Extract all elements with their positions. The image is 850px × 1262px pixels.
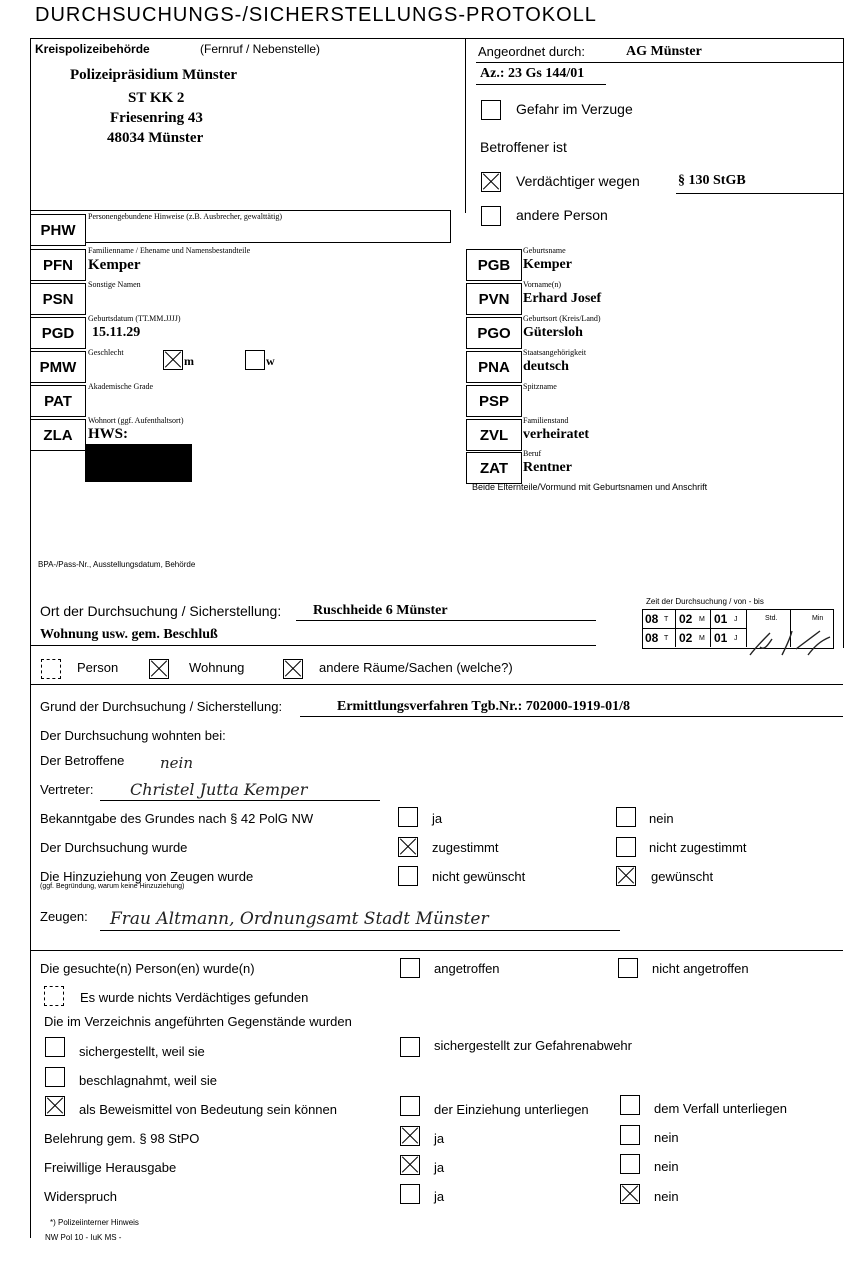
- betroffener-label: Betroffener ist: [480, 139, 567, 155]
- person-checkbox[interactable]: [41, 659, 61, 679]
- pvn-hint: Vorname(n): [523, 280, 562, 289]
- zla-hint: Wohnort (ggf. Aufenthaltsort): [88, 416, 184, 425]
- authority-line-4: 48034 Münster: [107, 130, 204, 146]
- andere-raeume-checkbox[interactable]: [283, 659, 303, 679]
- time-to-m: 02: [679, 631, 693, 645]
- footer-form: NW Pol 10 - IuK MS -: [45, 1233, 122, 1242]
- nicht-angetroffen-checkbox[interactable]: [618, 958, 638, 978]
- pfn-hint: Familienname / Ehename und Namensbestandteile: [88, 246, 251, 255]
- zeit-label: Zeit der Durchsuchung / von - bis: [646, 597, 764, 606]
- belehrung-ja-checkbox[interactable]: [400, 1126, 420, 1146]
- zeugen-hand: Frau Altmann, Ordnungsamt Stadt Münster: [110, 909, 489, 929]
- time-to-j: 01: [714, 631, 728, 645]
- kps-label: Kreispolizeibehörde: [35, 42, 150, 56]
- vertreter-hand: Christel Jutta Kemper: [130, 780, 308, 799]
- time-div-1: [675, 609, 676, 647]
- az-line: [476, 84, 606, 85]
- person-label: Person: [77, 660, 119, 675]
- code-pna: PNA: [466, 351, 522, 383]
- j-unit-1: J: [734, 616, 738, 623]
- psp-hint: Spitzname: [523, 382, 557, 391]
- code-pat: PAT: [30, 385, 86, 417]
- nicht-gewuenscht-label: nicht gewünscht: [432, 869, 526, 884]
- wohnung-label: Wohnung: [189, 660, 245, 675]
- einziehung-label: der Einziehung unterliegen: [434, 1102, 589, 1117]
- form-title: DURCHSUCHUNGS-/SICHERSTELLUNGS-PROTOKOLL: [35, 4, 597, 26]
- min-label: Min: [812, 615, 824, 622]
- betroffene-label: Der Betroffene: [40, 753, 125, 768]
- ordered-value: AG Münster: [626, 44, 702, 59]
- wohnung-line: [30, 645, 596, 646]
- freiwillige-ja-label: ja: [434, 1160, 445, 1175]
- verdaechtiger-label: Verdächtiger wegen: [516, 173, 640, 189]
- andere-person-label: andere Person: [516, 207, 608, 223]
- beschlagnahmt-checkbox[interactable]: [45, 1067, 65, 1087]
- j-unit-2: J: [734, 635, 738, 642]
- m-unit-1: M: [699, 616, 705, 623]
- m-unit-2: M: [699, 635, 705, 642]
- gefahrenabwehr-checkbox[interactable]: [400, 1037, 420, 1057]
- pgd-value: 15.11.29: [92, 325, 141, 340]
- authority-line-3: Friesenring 43: [110, 110, 203, 126]
- nichts-checkbox[interactable]: [44, 986, 64, 1006]
- zvl-value: verheiratet: [523, 427, 590, 442]
- ordered-line: [476, 62, 843, 63]
- nichts-label: Es wurde nichts Verdächtiges gefunden: [80, 990, 309, 1005]
- verzeichnis-label: Die im Verzeichnis angeführten Gegenstände wurden: [44, 1014, 352, 1029]
- nicht-zugestimmt-checkbox[interactable]: [616, 837, 636, 857]
- angetroffen-checkbox[interactable]: [400, 958, 420, 978]
- gefahr-label: Gefahr im Verzuge: [516, 101, 633, 117]
- begruendung-label: (ggf. Begründung, warum keine Hinzuziehung): [40, 883, 185, 890]
- freiwillige-nein-label: nein: [654, 1159, 679, 1174]
- pgd-hint: Geburtsdatum (TT.MM.JJJJ): [88, 314, 181, 323]
- andere-raeume-label: andere Räume/Sachen (welche?): [319, 660, 513, 675]
- psn-hint: Sonstige Namen: [88, 280, 141, 289]
- pgb-hint: Geburtsname: [523, 246, 566, 255]
- bekanntgabe-ja-label: ja: [432, 811, 443, 826]
- grund-label: Grund der Durchsuchung / Sicherstellung:: [40, 699, 283, 714]
- phw-bottom: [84, 242, 450, 243]
- frame-top: [30, 38, 844, 39]
- code-pgd: PGD: [30, 317, 86, 349]
- phw-top: [30, 210, 450, 211]
- gesuchte-label: Die gesuchte(n) Person(en) wurde(n): [40, 961, 255, 976]
- wohnung-checkbox[interactable]: [149, 659, 169, 679]
- authority-line-1: Polizeipräsidium Münster: [70, 67, 238, 83]
- frame-right: [843, 38, 844, 648]
- code-pgo: PGO: [466, 317, 522, 349]
- belehrung-ja-label: ja: [434, 1131, 445, 1146]
- code-pvn: PVN: [466, 283, 522, 315]
- code-psn: PSN: [30, 283, 86, 315]
- pmw-hint: Geschlecht: [88, 348, 124, 357]
- bekanntgabe-ja-checkbox[interactable]: [398, 807, 418, 827]
- pgb-value: Kemper: [523, 257, 572, 272]
- pvn-value: Erhard Josef: [523, 291, 602, 306]
- code-zvl: ZVL: [466, 419, 522, 451]
- pna-hint: Staatsangehörigkeit: [523, 348, 587, 357]
- ort-value: Ruschheide 6 Münster: [313, 603, 448, 618]
- durchsuchung-wurde-label: Der Durchsuchung wurde: [40, 840, 188, 855]
- std-label: Std.: [765, 615, 778, 622]
- zugestimmt-checkbox[interactable]: [398, 837, 418, 857]
- zat-hint: Beruf: [523, 449, 542, 458]
- beschlagnahmt-label: beschlagnahmt, weil sie: [79, 1073, 218, 1088]
- pmw-m-label: m: [184, 354, 194, 368]
- wohnten-bei-label: Der Durchsuchung wohnten bei:: [40, 728, 226, 743]
- pfn-value: Kemper: [88, 257, 141, 273]
- pmw-w-checkbox[interactable]: [245, 350, 265, 370]
- belehrung-nein-checkbox[interactable]: [620, 1125, 640, 1145]
- wohnung-value: Wohnung usw. gem. Beschluß: [40, 627, 218, 642]
- gefahrenabwehr-label: sichergestellt zur Gefahrenabwehr: [434, 1038, 632, 1053]
- code-pgb: PGB: [466, 249, 522, 281]
- bekanntgabe-nein-label: nein: [649, 811, 674, 826]
- zeugen-label: Zeugen:: [40, 909, 88, 924]
- verdaechtiger-checkbox[interactable]: [481, 172, 501, 192]
- zla-value: HWS:: [88, 426, 129, 442]
- az-value: Az.: 23 Gs 144/01: [480, 66, 585, 81]
- belehrung-nein-label: nein: [654, 1130, 679, 1145]
- phw-hint: Personengebundene Hinweise (z.B. Ausbrecher, gewalttätig): [88, 212, 283, 221]
- verfall-checkbox[interactable]: [620, 1095, 640, 1115]
- pmw-m-checkbox[interactable]: [163, 350, 183, 370]
- widerspruch-ja-label: ja: [434, 1189, 445, 1204]
- bekanntgabe-label: Bekanntgabe des Grundes nach § 42 PolG NW: [40, 811, 314, 826]
- code-pmw: PMW: [30, 351, 86, 383]
- code-zla: ZLA: [30, 419, 86, 451]
- hinzuziehung-label: Die Hinzuziehung von Zeugen wurde: [40, 869, 254, 884]
- verfall-label: dem Verfall unterliegen: [654, 1101, 787, 1116]
- freiwillige-ja-checkbox[interactable]: [400, 1155, 420, 1175]
- bekanntgabe-nein-checkbox[interactable]: [616, 807, 636, 827]
- pgo-value: Gütersloh: [523, 325, 583, 340]
- gefahr-checkbox[interactable]: [481, 100, 501, 120]
- einziehung-checkbox[interactable]: [400, 1096, 420, 1116]
- ort-label: Ort der Durchsuchung / Sicherstellung:: [40, 603, 282, 619]
- betroffene-hand: nein: [160, 754, 193, 772]
- sichergestellt-label: sichergestellt, weil sie: [79, 1044, 205, 1059]
- frame-middle: [465, 38, 466, 213]
- andere-person-checkbox[interactable]: [481, 206, 501, 226]
- belehrung-label: Belehrung gem. § 98 StPO: [44, 1131, 200, 1146]
- t-unit-2: T: [664, 635, 669, 642]
- vertreter-label: Vertreter:: [40, 782, 94, 797]
- zeugen-section-line: [30, 950, 843, 951]
- nicht-zugestimmt-label: nicht zugestimmt: [649, 840, 747, 855]
- freiwillige-nein-checkbox[interactable]: [620, 1154, 640, 1174]
- gewuenscht-checkbox[interactable]: [616, 866, 636, 886]
- widerspruch-label: Widerspruch: [44, 1189, 117, 1204]
- widerspruch-nein-label: nein: [654, 1189, 679, 1204]
- ordered-label: Angeordnet durch:: [478, 44, 585, 59]
- pna-value: deutsch: [523, 359, 569, 374]
- code-psp: PSP: [466, 385, 522, 417]
- code-pfn: PFN: [30, 249, 86, 281]
- authority-line-2: ST KK 2: [128, 90, 185, 106]
- gewuenscht-label: gewünscht: [651, 869, 714, 884]
- vertreter-line: [100, 800, 380, 801]
- pmw-w-label: w: [266, 354, 275, 368]
- time-div-2: [710, 609, 711, 647]
- footer-hinweis: *) Polizeiinterner Hinweis: [50, 1218, 139, 1227]
- code-phw: PHW: [30, 214, 86, 246]
- beweismittel-checkbox[interactable]: [45, 1096, 65, 1116]
- phone-label: (Fernruf / Nebenstelle): [200, 42, 321, 56]
- time-to-t: 08: [645, 631, 659, 645]
- time-handwriting: [746, 625, 836, 661]
- time-row-divider: [642, 628, 747, 629]
- paragraph-line: [676, 193, 843, 194]
- code-zat: ZAT: [466, 452, 522, 484]
- time-from-t: 08: [645, 612, 659, 626]
- widerspruch-nein-checkbox[interactable]: [620, 1184, 640, 1204]
- sichergestellt-checkbox[interactable]: [45, 1037, 65, 1057]
- angetroffen-label: angetroffen: [434, 961, 500, 976]
- freiwillige-label: Freiwillige Herausgabe: [44, 1160, 177, 1175]
- options-line: [30, 684, 843, 685]
- time-from-m: 02: [679, 612, 693, 626]
- pat-hint: Akademische Grade: [88, 382, 154, 391]
- zat-value: Rentner: [523, 460, 572, 475]
- zugestimmt-label: zugestimmt: [432, 840, 499, 855]
- redaction-box: [85, 444, 192, 482]
- zeugen-line: [100, 930, 620, 931]
- phw-right: [450, 210, 451, 243]
- t-unit-1: T: [664, 616, 669, 623]
- paragraph-value: § 130 StGB: [678, 173, 746, 188]
- nicht-gewuenscht-checkbox[interactable]: [398, 866, 418, 886]
- pgo-hint: Geburtsort (Kreis/Land): [523, 314, 601, 323]
- ort-line: [296, 620, 596, 621]
- grund-line: [300, 716, 843, 717]
- beweismittel-label: als Beweismittel von Bedeutung sein können: [79, 1102, 337, 1117]
- widerspruch-ja-checkbox[interactable]: [400, 1184, 420, 1204]
- bpa-label: BPA-/Pass-Nr., Ausstellungsdatum, Behörde: [38, 560, 196, 569]
- time-from-j: 01: [714, 612, 728, 626]
- parents-label: Beide Elternteile/Vormund mit Geburtsnamen und Anschrift: [472, 482, 708, 492]
- nicht-angetroffen-label: nicht angetroffen: [652, 961, 749, 976]
- grund-value: Ermittlungsverfahren Tgb.Nr.: 702000-1919-01/8: [337, 699, 630, 714]
- zvl-hint: Familienstand: [523, 416, 569, 425]
